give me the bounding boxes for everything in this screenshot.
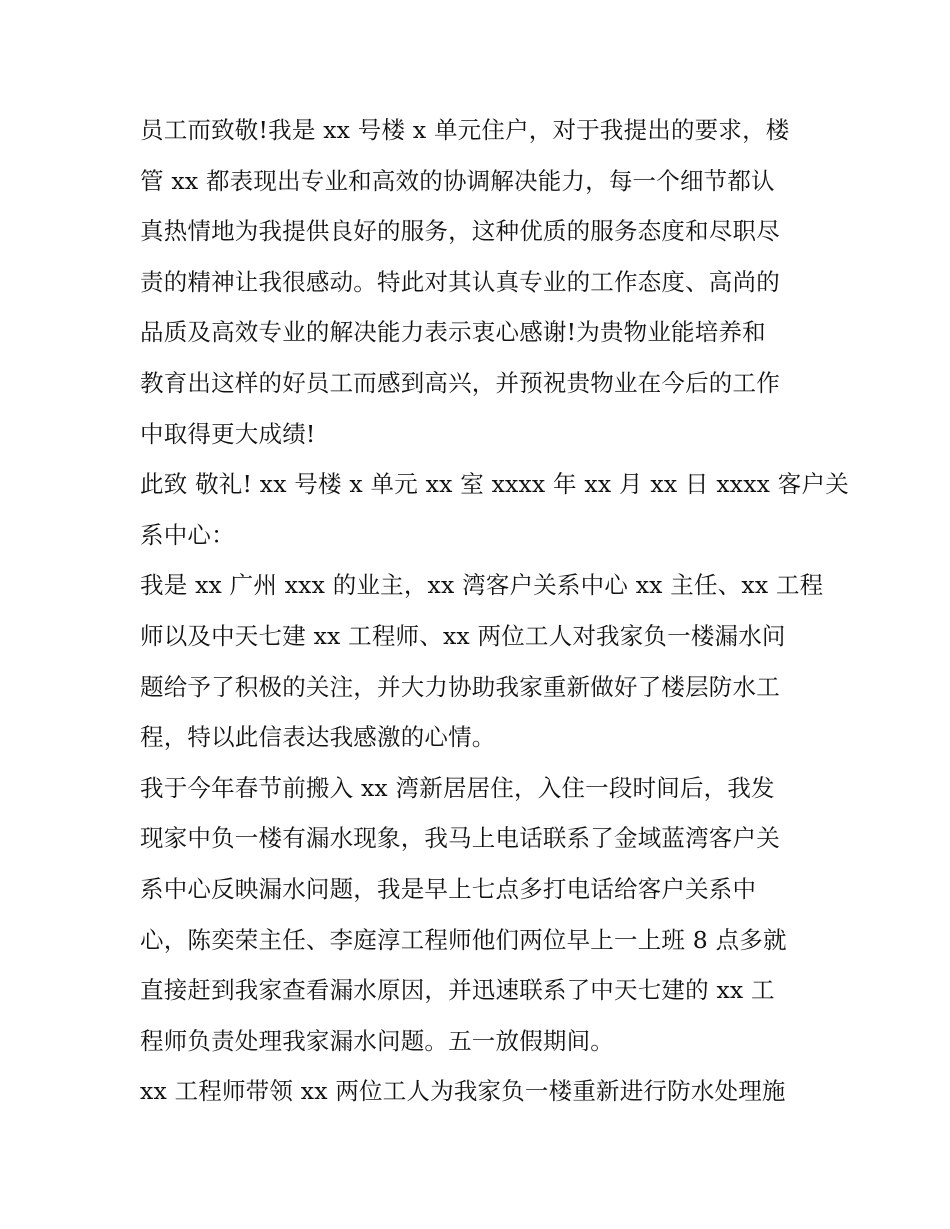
text-line: 真热情地为我提供良好的服务，这种优质的服务态度和尽职尽	[140, 217, 780, 246]
document-body	[140, 105, 849, 1117]
text-line: 此致 敬礼! xx 号楼 x 单元 xx 室 xxxx 年 xx 月 xx 日 xxxx 客户关	[140, 470, 849, 499]
text-line: 现家中负一楼有漏水现象，我马上电话联系了金域蓝湾客户关	[140, 824, 780, 853]
text-line: 我是 xx 广州 xxx 的业主，xx 湾客户关系中心 xx 主任、xx 工程	[140, 571, 824, 600]
text-line: 程师负责处理我家漏水问题。五一放假期间。	[140, 1026, 614, 1055]
text-line: 品质及高效专业的解决能力表示衷心感谢!为贵物业能培养和	[140, 318, 766, 347]
text-line: 直接赶到我家查看漏水原因，并迅速联系了中天七建的 xx 工	[140, 976, 775, 1005]
text-line: 教育出这样的好员工而感到高兴，并预祝贵物业在今后的工作	[140, 368, 780, 397]
text-line: xx 工程师带领 xx 两位工人为我家负一楼重新进行防水处理施	[140, 1077, 786, 1106]
text-line: 员工而致敬!我是 xx 号楼 x 单元住户，对于我提出的要求，楼	[140, 116, 790, 144]
text-line: 程，特以此信表达我感激的心情。	[140, 723, 496, 752]
text-line: 管 xx 都表现出专业和高效的协调解决能力，每一个细节都认	[140, 166, 775, 195]
text-line: 系中心：	[140, 520, 235, 549]
text-line: 系中心反映漏水问题，我是早上七点多打电话给客户关系中	[140, 874, 757, 903]
text-line: 我于今年春节前搬入 xx 湾新居居住，入住一段时间后，我发	[140, 773, 775, 802]
text-line: 责的精神让我很感动。特此对其认真专业的工作态度、高尚的	[140, 267, 780, 296]
text-line: 题给予了积极的关注，并大力协助我家重新做好了楼层防水工	[140, 672, 780, 701]
text-line: 心，陈奕荣主任、李庭淳工程师他们两位早上一上班 8 点多就	[140, 925, 787, 954]
text-line: 师以及中天七建 xx 工程师、xx 两位工人对我家负一楼漏水问	[140, 621, 786, 650]
text-line: 中取得更大成绩!	[140, 419, 316, 448]
